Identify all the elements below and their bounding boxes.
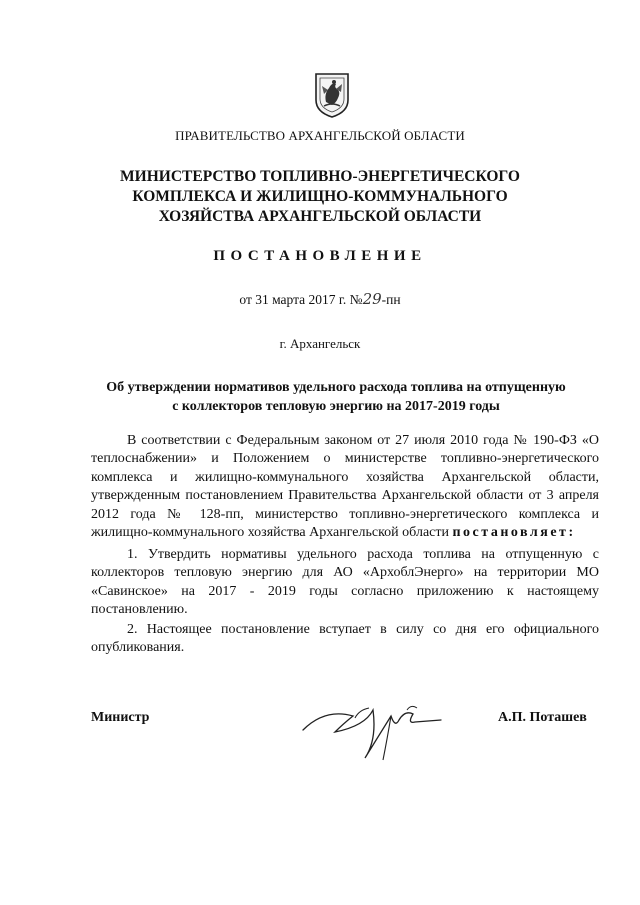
subject-line: с коллекторов тепловую энергию на 2017-2019 годы xyxy=(172,399,500,414)
ministry-line: ХОЗЯЙСТВА АРХАНГЕЛЬСКОЙ ОБЛАСТИ xyxy=(158,208,482,225)
handwritten-signature xyxy=(295,680,445,780)
ministry-line: МИНИСТЕРСТВО ТОПЛИВНО-ЭНЕРГЕТИЧЕСКОГО xyxy=(120,168,520,185)
item-1-paragraph: 1. Утвердить нормативы удельного расхода топлива на отпущенную с коллекторов тепловую энергию для АО «АрхоблЭнерго» на территории МО «Савинское» на 2017 - 2019 годы согласно приложению к настоящему постановлению. xyxy=(91,547,599,618)
signatory-name: А.П. Поташев xyxy=(498,710,587,725)
document-type-title: ПОСТАНОВЛЕНИЕ xyxy=(213,248,427,264)
document-city: г. Архангельск xyxy=(279,336,361,351)
preamble-paragraph xyxy=(91,432,599,542)
signatory-title: Министр xyxy=(91,710,150,725)
item-2-paragraph: 2. Настоящее постановление вступает в силу со дня его официального опубликования. xyxy=(91,622,599,656)
document-number-suffix: -пн xyxy=(381,292,401,307)
decides-colon: : xyxy=(568,525,576,541)
document-subject xyxy=(66,378,606,416)
coat-of-arms-icon xyxy=(312,72,352,118)
document-date: от 31 марта 2017 г. № xyxy=(239,292,363,307)
ministry-line: КОМПЛЕКСА И ЖИЛИЩНО-КОММУНАЛЬНОГО xyxy=(132,188,508,205)
document-date-line xyxy=(0,290,640,308)
document-number: 29 xyxy=(362,290,382,308)
subject-line: Об утверждении нормативов удельного расхода топлива на отпущенную xyxy=(106,380,566,395)
decides-word: постановляет xyxy=(452,525,569,541)
preamble-text: В соответствии с Федеральным законом от 27 июля 2010 года № 190-ФЗ «О теплоснабжении» и Положением о министерстве топливно-энергетического комплекса и жилищно-коммунального хозяйства Архангельской области, утвержденным постановлением Правительства Архангельской области от 3 апреля 2012 года № 128-пп, министерство топливно-энергетического комплекса и жилищно-коммунального хозяйства Архангельской области xyxy=(91,433,599,541)
ministry-name xyxy=(0,167,640,227)
government-name: ПРАВИТЕЛЬСТВО АРХАНГЕЛЬСКОЙ ОБЛАСТИ xyxy=(175,128,465,143)
